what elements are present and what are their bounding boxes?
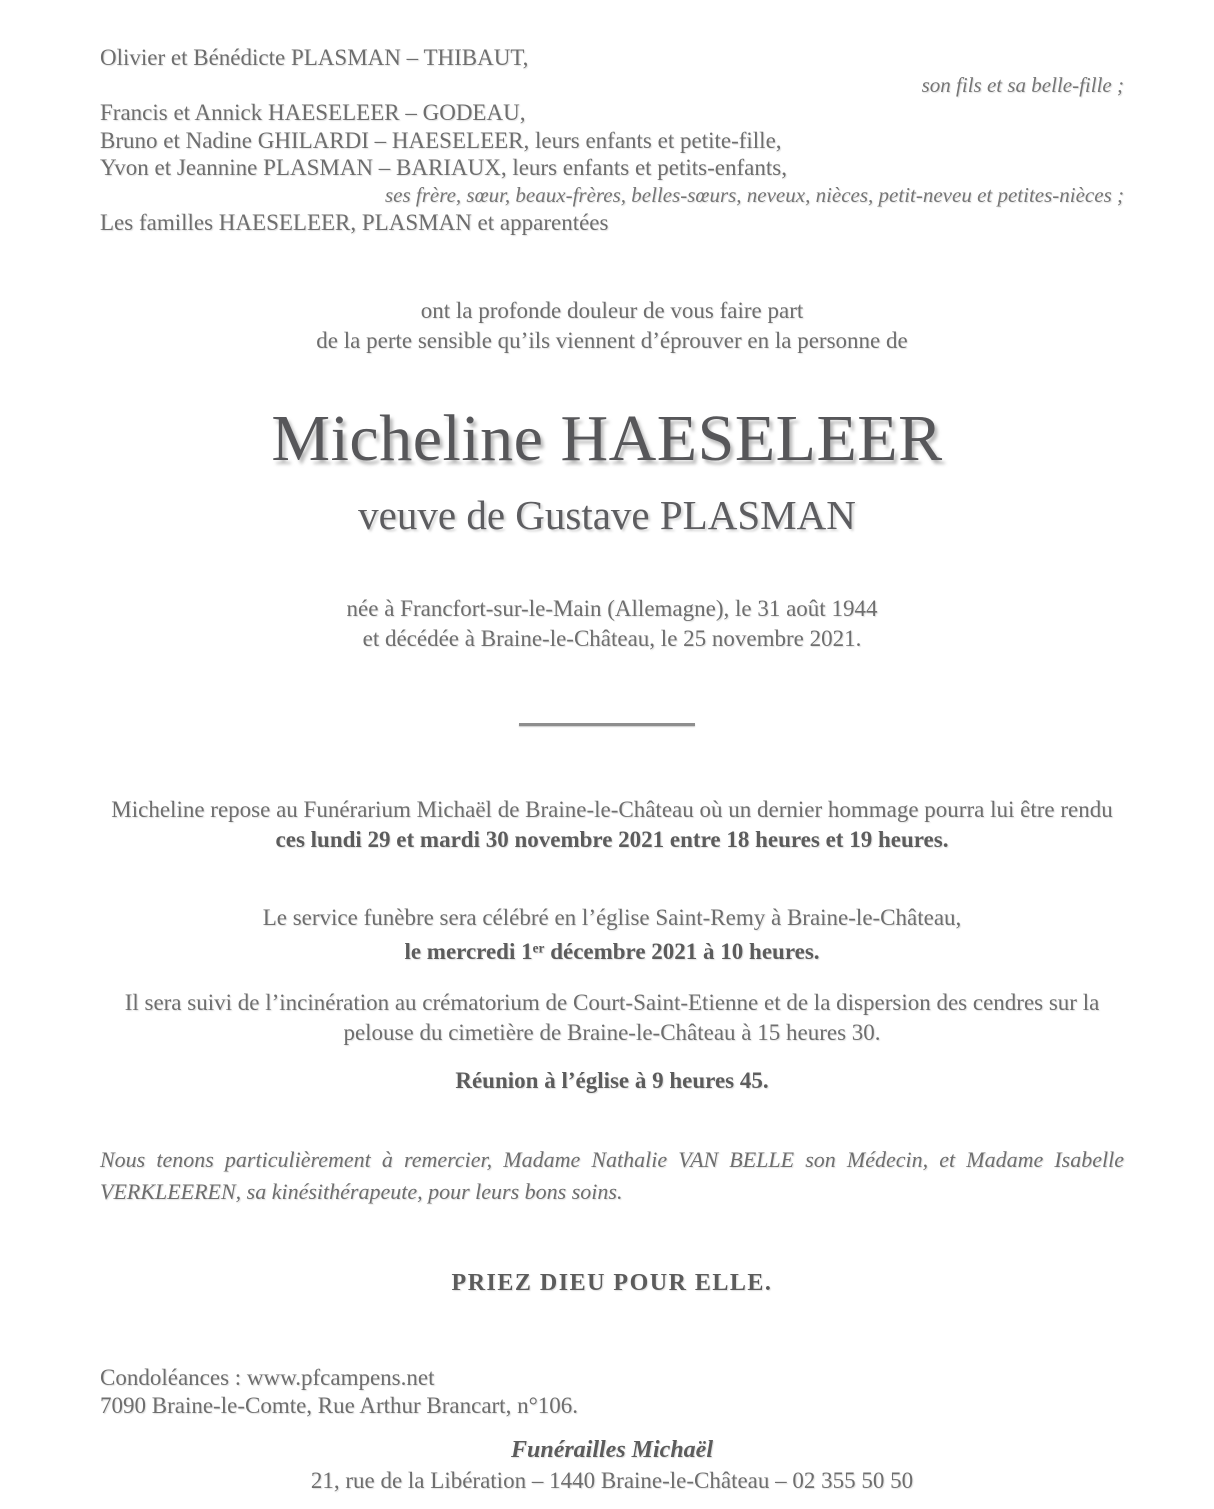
family-relation-son: son fils et sa belle-fille ; [921, 72, 1124, 97]
deceased-subtitle: veuve de Gustave PLASMAN [358, 492, 856, 538]
condolences-website-line: Condoléances : www.pfcampens.net [100, 1365, 435, 1390]
family-line-families: Les familles HAESELEER, PLASMAN et apparentées [100, 210, 609, 235]
family-relation-siblings: ses frère, sœur, beaux-frères, belles-sœurs, neveux, nièces, petit-neveu et petites-nièces ; [384, 182, 1124, 207]
viewing-block [100, 795, 1124, 855]
viewing-line-1: Micheline repose au Funérarium Michaël de Braine-le-Château où un dernier hommage pourra lui être rendu [111, 797, 1113, 822]
service-block [100, 903, 1124, 967]
meeting-line: Réunion à l’église à 9 heures 45. [455, 1068, 769, 1093]
section-divider [519, 723, 695, 726]
service-date-suffix: décembre 2021 à 10 heures. [544, 939, 820, 964]
cremation-line-2: pelouse du cimetière de Braine-le-Château à 15 heures 30. [343, 1020, 881, 1045]
prayer-block [100, 1270, 1124, 1298]
service-date-prefix: le mercredi 1 [404, 939, 533, 964]
intro-block [100, 296, 1124, 356]
meeting-block [100, 1066, 1124, 1096]
family-line-son: Olivier et Bénédicte PLASMAN – THIBAUT, [100, 45, 529, 70]
funeral-home-block [100, 1437, 1124, 1496]
condolences-address-line: 7090 Braine-le-Comte, Rue Arthur Brancart, n°106. [100, 1392, 579, 1418]
intro-line-2: de la perte sensible qu’ils viennent d’éprouver en la personne de [316, 328, 908, 353]
condolences-block [100, 1364, 1124, 1419]
service-date-ordinal: er [532, 940, 545, 956]
family-line-yvon: Yvon et Jeannine PLASMAN – BARIAUX, leurs enfants et petits-enfants, [100, 155, 787, 180]
birth-line: née à Francfort-sur-le-Main (Allemagne), le 31 août 1944 [346, 596, 878, 621]
viewing-line-2: ces lundi 29 et mardi 30 novembre 2021 entre 18 heures et 19 heures. [275, 827, 949, 852]
cremation-line-1: Il sera suivi de l’incinération au crématorium de Court-Saint-Etienne et de la dispersion des cendres sur la [124, 990, 1100, 1015]
funeral-home-address: 21, rue de la Libération – 1440 Braine-le-Château – 02 355 50 50 [310, 1467, 914, 1493]
intro-line-1: ont la profonde douleur de vous faire part [420, 298, 804, 323]
deceased-name: Micheline HAESELEER [271, 402, 943, 475]
service-date-line [100, 937, 1124, 967]
thanks-line-2: VERKLEEREN, sa kinésithérapeute, pour leurs bons soins. [100, 1179, 623, 1204]
thanks-line-1: Nous tenons particulièrement à remercier, Madame Nathalie VAN BELLE son Médecin, et Madame Isabelle [100, 1147, 1124, 1172]
dates-block [100, 594, 1124, 654]
cremation-block [100, 988, 1124, 1048]
family-line-francis: Francis et Annick HAESELEER – GODEAU, [100, 100, 526, 125]
funeral-home-name: Funérailles Michaël [510, 1437, 714, 1463]
family-block [100, 44, 1124, 237]
thanks-block [100, 1144, 1124, 1208]
service-line-1: Le service funèbre sera célébré en l’église Saint-Remy à Braine-le-Château, [262, 905, 962, 930]
death-line: et décédée à Braine-le-Château, le 25 novembre 2021. [362, 626, 862, 651]
prayer-line: PRIEZ DIEU POUR ELLE. [451, 1270, 773, 1296]
family-line-bruno: Bruno et Nadine GHILARDI – HAESELEER, leurs enfants et petite-fille, [100, 127, 782, 153]
